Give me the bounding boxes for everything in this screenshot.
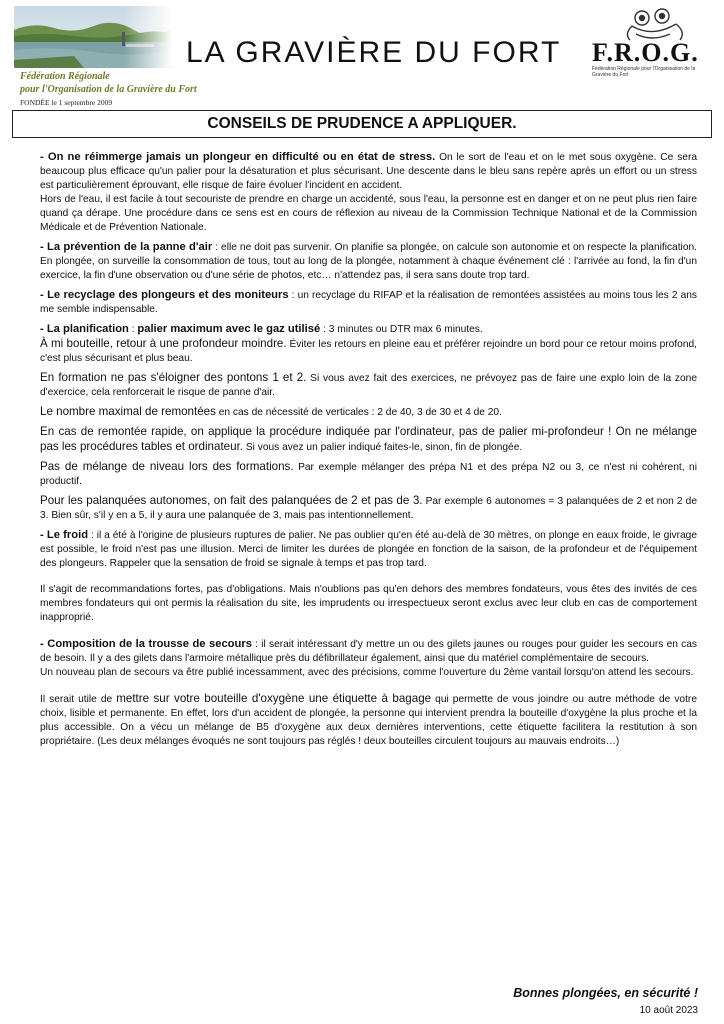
page-header xyxy=(0,0,724,112)
paragraph-text: : xyxy=(128,324,138,335)
paragraph-text: : il a été à l'origine de plusieurs ruptures de palier. Ne pas oublier qu'en été au-delà de 30 mètres, on plonge en eaux froide, le givrage est possible, le froid n'est pas une illusion. Merci de limiter les durées de plongée en fonction de la saison, de la profondeur et de l'équipement des plongeurs. Rappeler que la sensation de froid se signale à temps et pas trop tard. xyxy=(40,530,697,569)
paragraph-text: Par exemple 6 autonomes = 3 palanquées de 2 et non 2 de 3. Bien sûr, s'il y en a 5, il y aura une palanquée de 3, mais pas intentionnellement. xyxy=(40,496,697,521)
site-title: LA GRAVIÈRE DU FORT xyxy=(186,36,562,69)
paragraph xyxy=(40,425,697,455)
paragraph-text: Il s'agit de recommandations fortes, pas d'obligations. Mais n'oublions pas qu'en dehors des membres fondateurs, vous êtes des invités de ces membres fondateurs qui ont permis la réalisation du site, les imprudents ou irrespectueux seront exclus avec leur club en cas de comportement inapproprié. xyxy=(40,584,697,623)
paragraph xyxy=(40,193,697,235)
paragraph-text: : un recyclage du RIFAP et la réalisation de remontées assistées au moins tous les 2 ans me semble indispensable. xyxy=(40,290,697,315)
paragraph-text: Si vous avez un palier indiqué faites-le, sinon, fin de plongée. xyxy=(243,442,523,453)
paragraph-text: Par exemple mélanger des prépa N1 et des prépa N2 ou 3, ce n'est ni cohérent, ni productif. xyxy=(40,462,697,487)
paragraph xyxy=(40,666,697,680)
paragraph-text: Un nouveau plan de secours va être publié incessamment, avec des précisions, comme l'ouverture du 2ème vantail lorsqu'on attend les secours. xyxy=(40,667,694,678)
paragraph-heading: - Le froid xyxy=(40,529,89,541)
paragraph-heading: Le nombre maximal de remontées xyxy=(40,405,216,418)
paragraph xyxy=(40,637,697,666)
paragraph xyxy=(40,322,697,337)
paragraph-text: : 3 minutes ou DTR max 6 minutes. xyxy=(320,324,483,335)
paragraph-heading: - On ne réimmerge jamais un plongeur en difficulté ou en état de stress. xyxy=(40,151,436,163)
federation-line-2: pour l'Organisation de la Gravière du Fort xyxy=(20,84,197,95)
document-title: CONSEILS DE PRUDENCE A APPLIQUER. xyxy=(207,115,517,132)
paragraph-heading: En formation ne pas s'éloigner des pontons 1 et 2. xyxy=(40,371,307,384)
paragraph-heading: - Composition de la trousse de secours xyxy=(40,638,252,650)
federation-line-1: Fédération Régionale xyxy=(20,71,110,82)
document-date: 10 août 2023 xyxy=(639,1005,698,1016)
paragraph-heading: - La planification xyxy=(40,323,129,335)
paragraph-text: en cas de nécessité de verticales : 2 de 40, 3 de 30 et 4 de 20. xyxy=(215,407,502,418)
paragraph-heading: En cas de remontée rapide, on applique la procédure indiquée par l'ordinateur, pas de palier mi-profondeur ! On ne mélange pas les procédures tables et ordinateur. xyxy=(40,425,697,453)
logo-tagline: Fédération Régionale pour l'Organisation de la Gravière du Fort xyxy=(592,66,696,78)
header-photo xyxy=(14,6,172,68)
paragraph-text: On le sort de l'eau et on le met sous oxygène. Ce sera beaucoup plus efficace qu'un palier pour la désaturation et plus sécurisant. Une descente dans le bleu sans repère après un effort ou un stress est particulièrement éprouvant, elle risque de faire évoluer l'incident en accident. xyxy=(40,152,698,191)
paragraph-text: qui permette de vous joindre ou autre méthode de votre choix, lisible et permanente. En effet, lors d'un accident de plongée, la personne qui intervient prendra la bouteille d'oxygène la plus proche et la plus accessible. On a vécu un mélange de B5 d'oxygène aux deux dernières interventions, cette étiquette facilitera la restitution à son propriétaire. (Les deux mélanges évoqués ne sont toujours pas réglés ! deux bouteilles circulent toujours au mauvais endroits…) xyxy=(40,694,697,747)
paragraph-heading: Pas de mélange de niveau lors des formations. xyxy=(40,460,294,473)
founded-date: FONDÉE le 1 septembre 2009 xyxy=(20,98,113,107)
paragraph xyxy=(40,692,697,749)
paragraph-heading: mettre sur votre bouteille d'oxygène une étiquette à bagage xyxy=(116,692,432,705)
paragraph-text: Si vous avez fait des exercices, ne prévoyez pas de faire une explo loin de la zone d'exercice, cela renforcerait le risque de panne d'air. xyxy=(40,373,697,398)
paragraph-heading: - La prévention de la panne d'air xyxy=(40,241,213,253)
paragraph xyxy=(40,240,697,283)
paragraph-heading: - Le recyclage des plongeurs et des moniteurs xyxy=(40,289,289,301)
paragraph xyxy=(40,288,697,317)
paragraph xyxy=(40,371,697,400)
paragraph-text: : elle ne doit pas survenir. On planifie sa plongée, on calcule son autonomie et on respecte la planification. En plongée, on surveille la consommation de tous, tout au long de la plongée, notamment à chaque événement clé : l'arrivée au fond, la fin d'un exercice, la fin d'une observation ou d'une série de photos, etc… n'attendez pas, il sera sans doute trop tard. xyxy=(40,242,697,281)
paragraph xyxy=(40,494,697,523)
logo-text: F.R.O.G. xyxy=(592,38,699,67)
paragraph-heading: palier maximum avec le gaz utilisé xyxy=(137,323,321,335)
paragraph-heading: À mi bouteille, retour à une profondeur moindre. xyxy=(40,337,287,350)
signoff: Bonnes plongées, en sécurité ! xyxy=(513,986,698,1000)
paragraph-text: : il serait intéressant d'y mettre un ou des gilets jaunes ou rouges pour guider les secours en cas de besoin. Il y a des gilets dans l'armoire métallique près du défibrillateur également, ainsi que du matériel complémentaire de secours. xyxy=(40,639,697,664)
paragraph xyxy=(40,405,697,420)
paragraph-heading: Pour les palanquées autonomes, on fait des palanquées de 2 et pas de 3. xyxy=(40,494,423,507)
paragraph-text: Il serait utile de xyxy=(40,694,117,705)
paragraph-text: Hors de l'eau, il est facile à tout secouriste de prendre en charge un accidenté, sous l'eau, la personne est en danger et on ne peut plus rien faire quand ça dérape. Une procédure dans ce sens est en cours de réflexion au niveau de la Commission Technique National et de la Commission Médicale et de Prévention Nationale. xyxy=(40,194,697,233)
paragraph xyxy=(40,583,697,625)
document-body xyxy=(40,150,697,749)
paragraph xyxy=(40,337,697,366)
paragraph-text: Éviter les retours en pleine eau et préférer rejoindre un bord pour ce retour moins profond, c'est plus sécurisant et plus beau. xyxy=(40,339,697,364)
paragraph xyxy=(40,528,697,571)
paragraph xyxy=(40,460,697,489)
document-title-box xyxy=(12,110,712,138)
paragraph xyxy=(40,150,697,193)
